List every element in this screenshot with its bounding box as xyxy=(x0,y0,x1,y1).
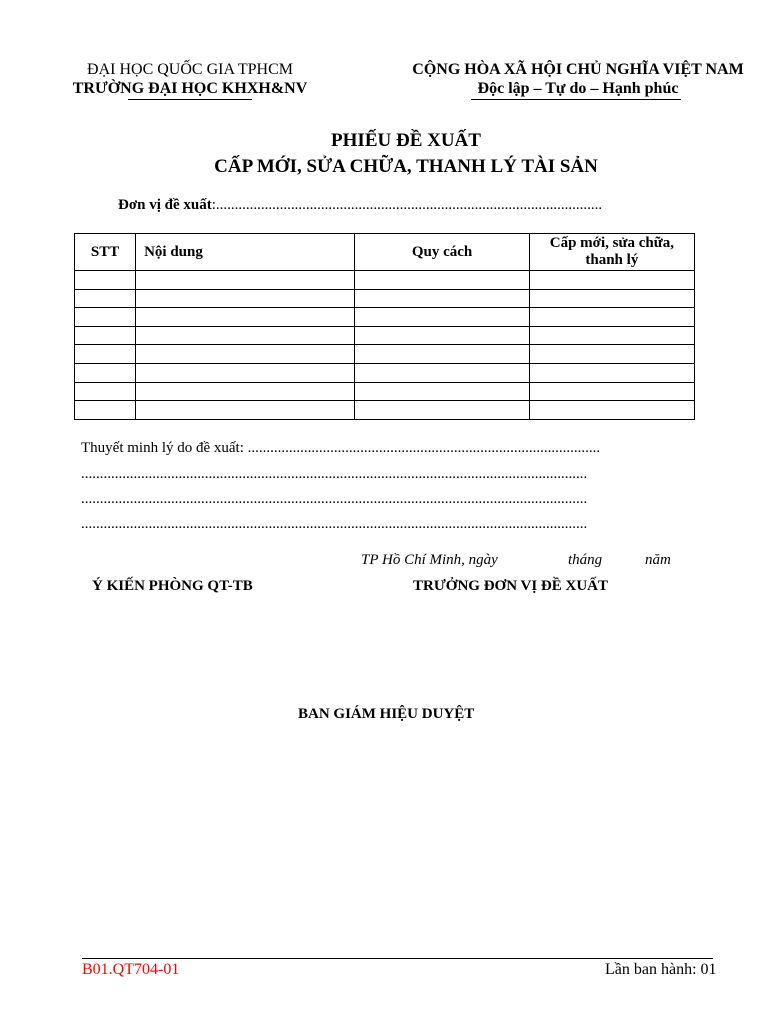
table-row xyxy=(75,289,695,308)
table-row xyxy=(75,271,695,290)
reason-line-4: ....................................................................................................................................... xyxy=(81,516,588,532)
table-row xyxy=(75,308,695,327)
table-cell xyxy=(529,345,694,364)
table-cell xyxy=(529,363,694,382)
table-row xyxy=(75,326,695,345)
signature-unit-head: TRƯỞNG ĐƠN VỊ ĐỀ XUẤT xyxy=(413,578,609,594)
table-cell xyxy=(75,382,136,401)
table-header-row xyxy=(75,234,695,271)
table-cell xyxy=(136,401,355,420)
signature-qttb: Ý KIẾN PHÒNG QT-TB xyxy=(92,578,253,594)
school-name-underline xyxy=(128,99,252,100)
reason-line-2: ....................................................................................................................................... xyxy=(81,466,588,482)
asset-table xyxy=(74,233,695,420)
table-cell xyxy=(355,382,529,401)
unit-line xyxy=(118,197,602,214)
table-cell xyxy=(355,401,529,420)
table-cell xyxy=(136,289,355,308)
motto-underline xyxy=(471,99,681,100)
unit-label: Đơn vị đề xuất xyxy=(118,197,212,213)
col-header-content: Nội dung xyxy=(136,234,355,271)
date-year: năm xyxy=(645,552,671,568)
table-cell xyxy=(75,271,136,290)
table-cell xyxy=(355,326,529,345)
form-title-line2: CẤP MỚI, SỬA CHỮA, THANH LÝ TÀI SẢN xyxy=(214,156,598,177)
table-cell xyxy=(529,326,694,345)
footer-divider xyxy=(82,958,713,959)
table-cell xyxy=(136,308,355,327)
school-name: TRƯỜNG ĐẠI HỌC KHXH&NV xyxy=(72,80,308,97)
table-cell xyxy=(75,401,136,420)
table-cell xyxy=(75,308,136,327)
footer-form-code: B01.QT704-01 xyxy=(82,961,180,978)
table-cell xyxy=(75,326,136,345)
reason-label: Thuyết minh lý do đề xuất: xyxy=(81,440,244,456)
reason-line-3: ....................................................................................................................................... xyxy=(81,491,588,507)
table-cell xyxy=(355,289,529,308)
footer-edition: Lần ban hành: 01 xyxy=(605,961,717,978)
col-header-stt: STT xyxy=(75,234,136,271)
table-cell xyxy=(529,308,694,327)
table-cell xyxy=(136,345,355,364)
table-cell xyxy=(355,363,529,382)
table-row xyxy=(75,382,695,401)
table-cell xyxy=(529,382,694,401)
table-cell xyxy=(136,326,355,345)
table-cell xyxy=(136,382,355,401)
table-cell xyxy=(75,363,136,382)
date-place-day: TP Hồ Chí Minh, ngày xyxy=(361,552,498,568)
table-cell xyxy=(529,271,694,290)
table-cell xyxy=(355,345,529,364)
table-row xyxy=(75,401,695,420)
table-cell xyxy=(75,289,136,308)
table-cell xyxy=(529,401,694,420)
table-cell xyxy=(355,271,529,290)
date-month: tháng xyxy=(568,552,603,568)
university-name: ĐẠI HỌC QUỐC GIA TPHCM xyxy=(87,61,293,78)
table-cell xyxy=(136,363,355,382)
col-header-action: Cấp mới, sửa chữa, thanh lý xyxy=(529,234,694,271)
table-cell xyxy=(355,308,529,327)
table-cell xyxy=(75,345,136,364)
signature-board: BAN GIÁM HIỆU DUYỆT xyxy=(298,706,475,722)
table-row xyxy=(75,345,695,364)
table-row xyxy=(75,363,695,382)
unit-dots: :....................................................................................................... xyxy=(211,197,603,213)
reason-dots-1: .............................................................................................. xyxy=(247,440,601,456)
national-title: CỘNG HÒA XÃ HỘI CHỦ NGHĨA VIỆT NAM xyxy=(412,61,744,78)
table-cell xyxy=(136,271,355,290)
national-motto: Độc lập – Tự do – Hạnh phúc xyxy=(477,80,679,97)
col-header-spec: Quy cách xyxy=(355,234,529,271)
reason-line-1 xyxy=(81,440,600,457)
table-cell xyxy=(529,289,694,308)
form-title-line1: PHIẾU ĐỀ XUẤT xyxy=(331,130,481,151)
